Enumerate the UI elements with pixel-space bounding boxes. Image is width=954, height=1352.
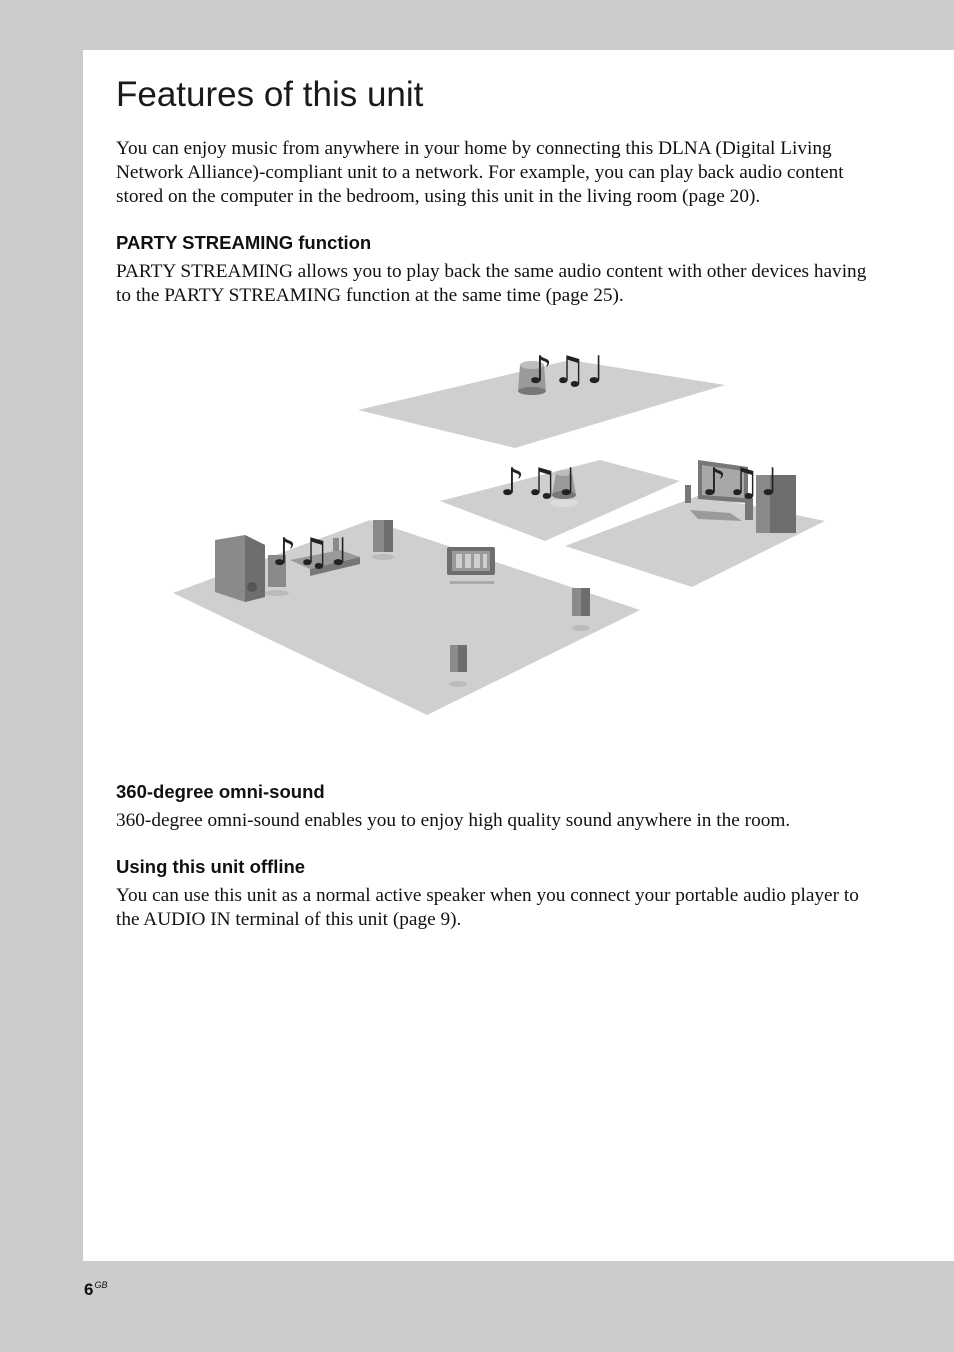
music-note-icon: ♪♫♩ bbox=[528, 348, 605, 392]
section-heading-party-streaming: PARTY STREAMING function bbox=[116, 232, 372, 253]
page-number bbox=[84, 1280, 107, 1300]
music-note-icon: ♪♫♩ bbox=[702, 460, 779, 504]
section-body-omni-sound: 360-degree omni-sound enables you to enjoy high quality sound anywhere in the room. bbox=[116, 810, 791, 831]
intro-paragraph: You can enjoy music from anywhere in your home by connecting this DLNA (Digital Living Network Alliance)-compliant unit to a network. For example, you can play back audio content stored on the computer in the bedroom, using this unit in the living room (page 20). bbox=[116, 138, 844, 207]
subwoofer bbox=[215, 535, 265, 602]
section-heading-omni-sound: 360-degree omni-sound bbox=[116, 781, 325, 802]
party-streaming-illustration bbox=[170, 335, 830, 725]
page-title: Features of this unit bbox=[116, 75, 424, 114]
music-note-icon: ♪♫♩ bbox=[272, 530, 349, 574]
section-body-offline: You can use this unit as a normal active speaker when you connect your portable audio player to the AUDIO IN terminal of this unit (page 9). bbox=[116, 885, 859, 930]
page-number-value: 6 bbox=[84, 1280, 94, 1299]
music-note-icon: ♪♫♩ bbox=[500, 460, 577, 504]
page-number-suffix: GB bbox=[94, 1280, 108, 1290]
section-body-party-streaming: PARTY STREAMING allows you to play back the same audio content with other devices having to the PARTY STREAMING function at the same time (page 25). bbox=[116, 261, 867, 306]
section-heading-offline: Using this unit offline bbox=[116, 856, 306, 877]
